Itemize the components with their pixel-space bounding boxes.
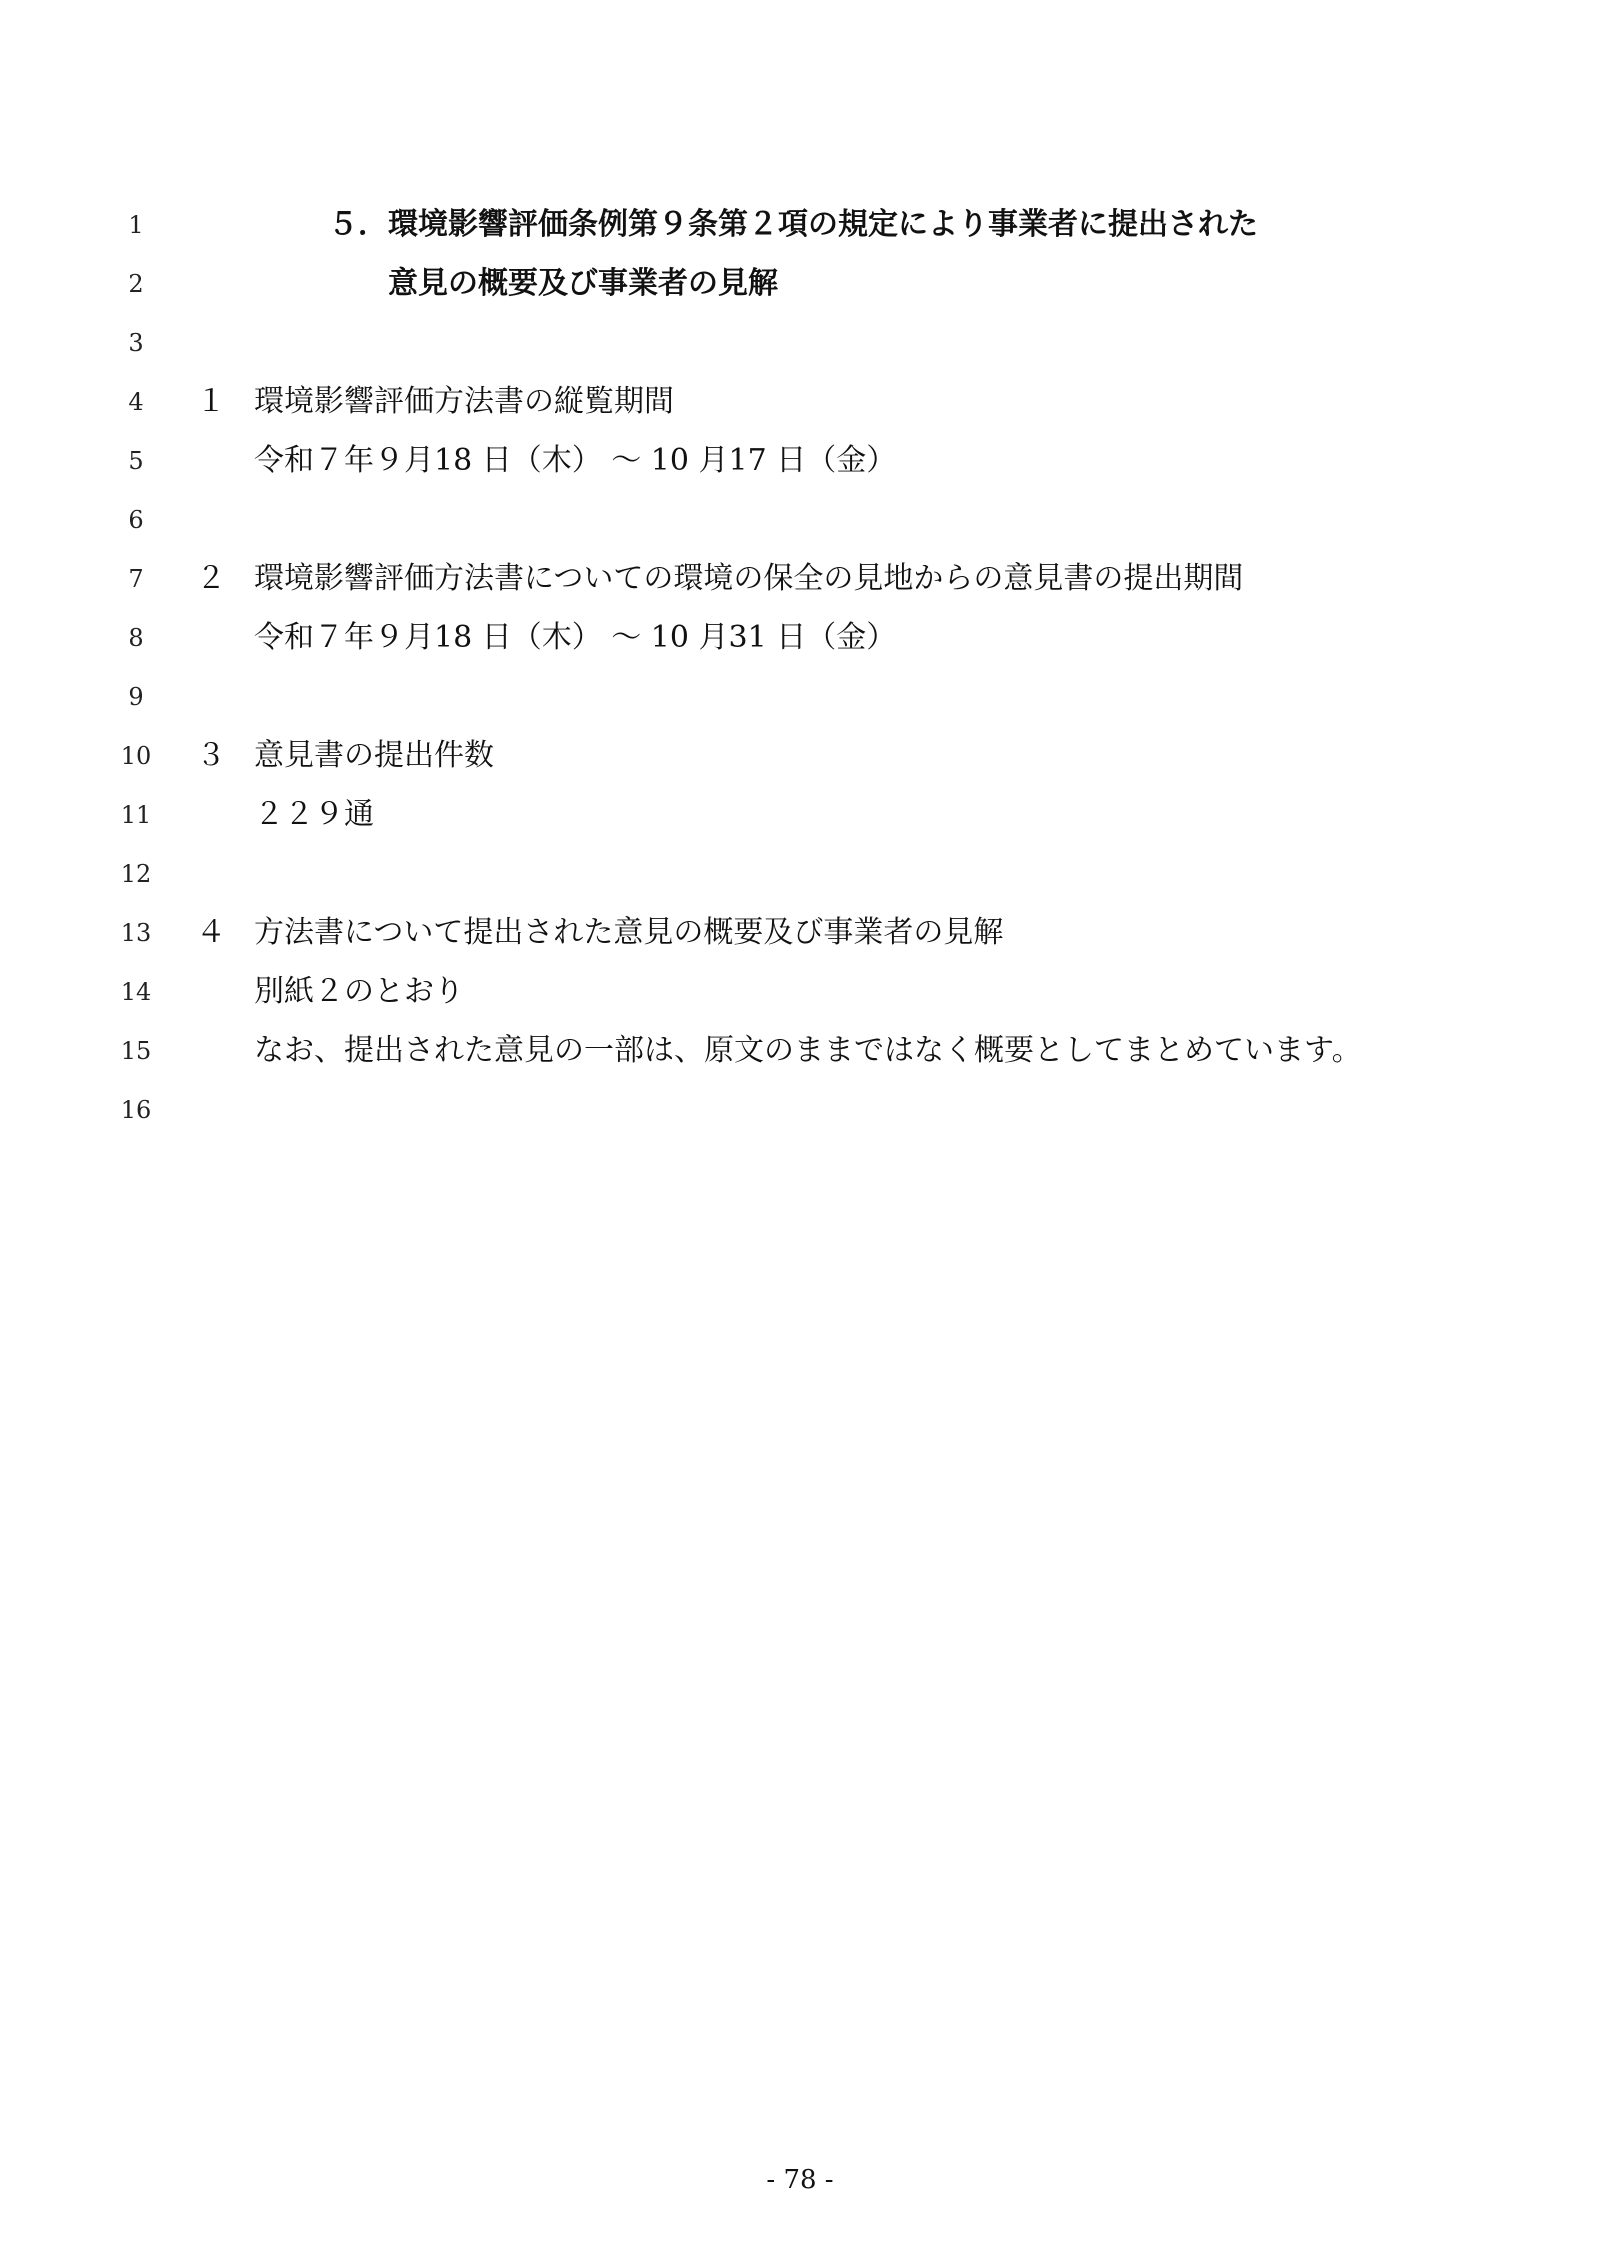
line-number: 13 [120,919,152,947]
line-number: 7 [128,565,144,593]
line-5 [0,432,1600,490]
line-number: 15 [120,1037,152,1065]
item-body: 令和７年９月18 日（木） ～ 10 月17 日（金） [254,443,897,478]
line-8 [0,609,1600,667]
line-number: 9 [128,683,144,711]
line-4 [0,373,1600,431]
item-title: 環境影響評価方法書についての環境の保全の見地からの意見書の提出期間 [254,561,1244,596]
item-title: 意見書の提出件数 [254,738,494,773]
item-body: ２２９通 [254,797,374,832]
item-body: なお、提出された意見の一部は、原文のままではなく概要としてまとめています。 [254,1033,1362,1068]
line-16 [0,1081,1600,1139]
item-number: １ [196,384,226,419]
line-15 [0,1022,1600,1080]
line-number: 12 [120,860,152,888]
line-number: 11 [120,801,152,829]
item-body: 令和７年９月18 日（木） ～ 10 月31 日（金） [254,620,897,655]
item-title: 環境影響評価方法書の縦覧期間 [254,384,674,419]
item-number: ２ [196,561,226,596]
line-14 [0,963,1600,1021]
page-number: - 78 - [766,2165,834,2195]
section-heading-line-2: 意見の概要及び事業者の見解 [388,266,778,301]
item-number: ４ [196,915,226,950]
item-title: 方法書について提出された意見の概要及び事業者の見解 [254,915,1004,950]
line-10 [0,727,1600,785]
item-body: 別紙２のとおり [254,974,464,1009]
line-number: 14 [120,978,152,1006]
line-13 [0,904,1600,962]
line-number: 8 [128,624,144,652]
line-number: 5 [128,447,144,475]
line-number: 1 [128,211,144,239]
line-11 [0,786,1600,844]
line-number: 6 [128,506,144,534]
line-number: 10 [120,742,152,770]
line-2 [0,255,1600,313]
line-9 [0,668,1600,726]
line-1 [0,196,1600,254]
section-heading-line-1: ５．環境影響評価条例第９条第２項の規定により事業者に提出された [328,207,1258,242]
line-number: 2 [128,270,144,298]
item-number: ３ [196,738,226,773]
line-number: 4 [128,388,144,416]
line-number: 3 [128,329,144,357]
line-7 [0,550,1600,608]
line-6 [0,491,1600,549]
line-3 [0,314,1600,372]
line-12 [0,845,1600,903]
line-number: 16 [120,1096,152,1124]
